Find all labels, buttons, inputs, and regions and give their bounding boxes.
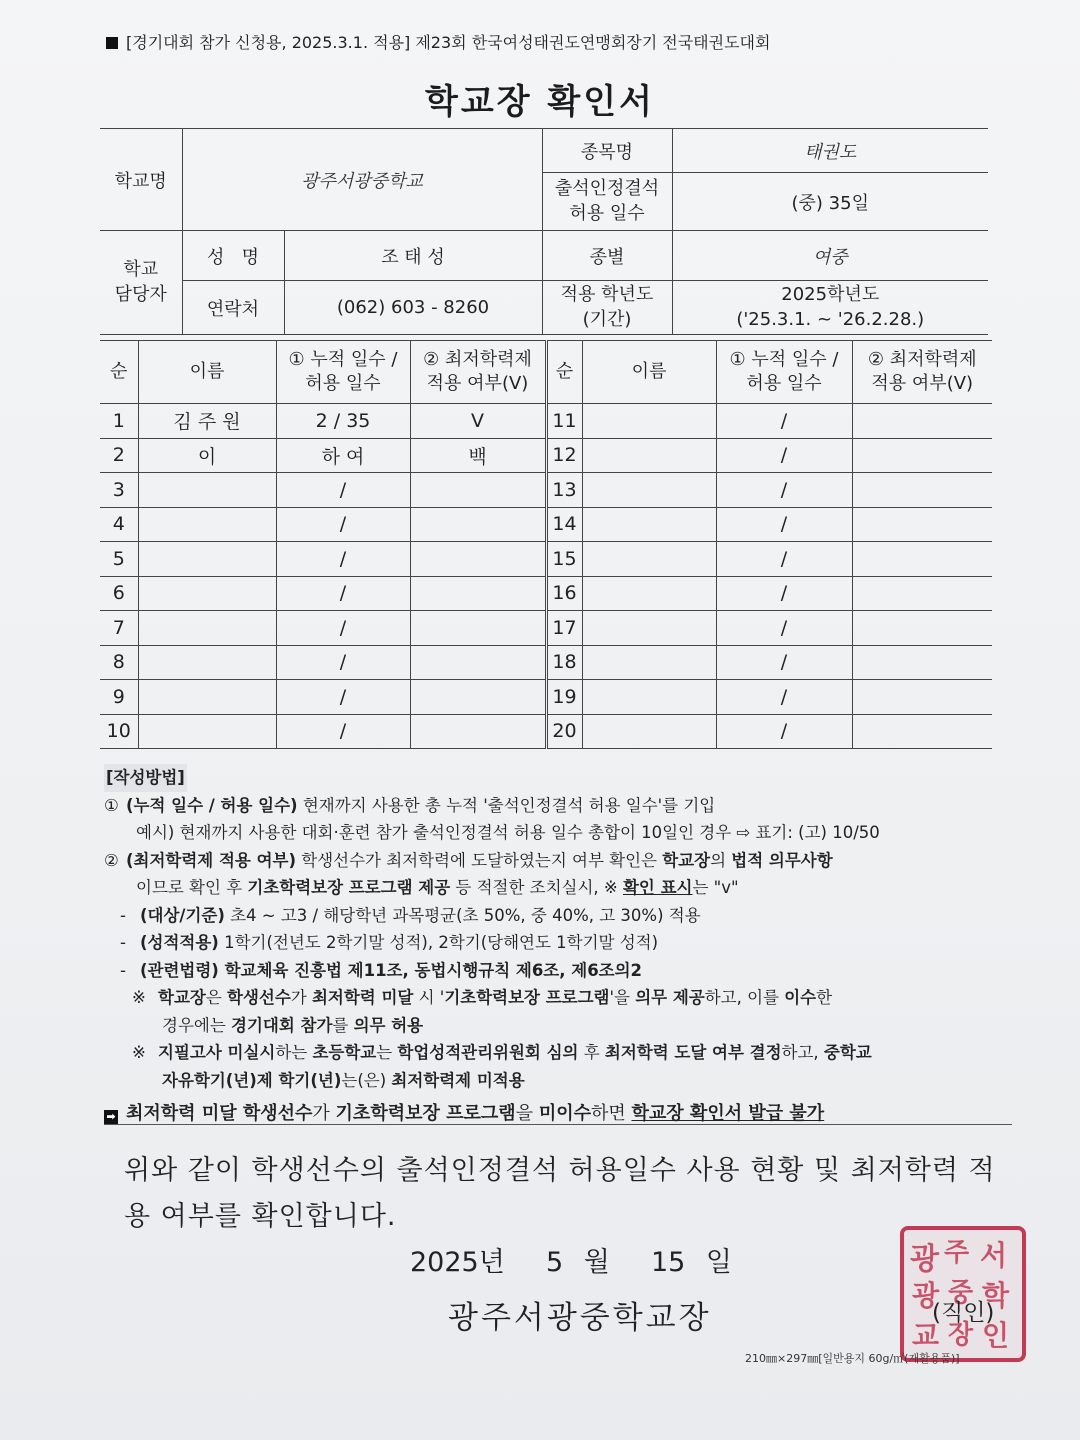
col-header-days-line1: ① 누적 일수 /	[729, 348, 839, 370]
cumulative-days: 하 여	[276, 438, 410, 473]
cumulative-days: /	[276, 611, 410, 646]
student-name	[582, 611, 716, 646]
row-number: 2	[100, 438, 138, 473]
year-value-line2: ('25.3.1. ~ '26.2.28.)	[736, 308, 925, 330]
row-number: 14	[546, 507, 582, 542]
col-header-name: 이름	[138, 341, 276, 404]
row-number: 12	[546, 438, 582, 473]
detail-grades-text: 1학기(전년도 2학기말 성적), 2학기(당해연도 1학기말 성적)	[218, 933, 659, 952]
student-name	[138, 680, 276, 715]
student-name	[138, 576, 276, 611]
min-standard-check	[852, 576, 992, 611]
name-label: 성 명	[182, 231, 284, 281]
remark-1-n: 경기대회 참가	[231, 1015, 333, 1035]
detail-target-bold: (대상/기준)	[140, 905, 225, 925]
year-value	[672, 281, 988, 335]
seal-label: (직인)	[932, 1300, 995, 1326]
detail-target-text: 초4 ~ 고3 / 해당학년 과목평균(초 50%, 중 40%, 고 30%) 적용	[224, 905, 701, 925]
remark-2-line2	[104, 1067, 1014, 1095]
student-name	[582, 438, 716, 473]
category-label: 종별	[542, 231, 672, 281]
remark-1-h: '을	[609, 988, 636, 1007]
cumulative-days: /	[276, 680, 410, 715]
instruction-2-bold: (최저학력제 적용 여부)	[126, 850, 297, 870]
school-label: 학교명	[100, 129, 182, 231]
table-row	[100, 473, 992, 508]
bottom-g: 학교장 확인서 발급 불가	[631, 1103, 825, 1124]
detail-grades-bold: (성적적용)	[140, 933, 219, 952]
remark-1-j: 하고, 이를	[704, 988, 785, 1007]
instruction-2-line2-d: 는 "v"	[692, 878, 739, 897]
instruction-1-text: 현재까지 사용한 총 누적 '출석인정결석 허용 일수'를 기입	[297, 795, 716, 815]
col-header-days	[276, 341, 410, 404]
cumulative-days: /	[716, 473, 852, 508]
instruction-1-example: 예시) 현재까지 사용한 대회·훈련 참가 출석인정결석 허용 일수 총합이 10일인 경우 ⇨ 표기: (고) 10/50	[136, 823, 880, 842]
min-standard-check: 백	[410, 438, 546, 473]
remark-1-o: 를	[332, 1015, 354, 1035]
col-header-no: 순	[100, 341, 138, 404]
manager-label-line1: 학교	[123, 259, 159, 281]
remark-1-b: 은	[205, 988, 228, 1007]
min-standard-check	[410, 473, 546, 508]
row-number: 5	[100, 542, 138, 577]
min-standard-check: V	[410, 404, 546, 439]
row-number: 17	[546, 611, 582, 646]
row-number: 7	[100, 611, 138, 646]
cumulative-days: /	[716, 404, 852, 439]
absence-label-line1: 출석인정결석	[554, 178, 660, 200]
table-row	[100, 404, 992, 439]
table-row	[100, 645, 992, 680]
instruction-1-bold: (누적 일수 / 허용 일수)	[126, 795, 298, 815]
row-number: 16	[546, 576, 582, 611]
divider-line	[104, 1124, 1012, 1125]
cumulative-days: /	[276, 473, 410, 508]
col-header-days-line1: ① 누적 일수 /	[288, 348, 398, 370]
col-header-name: 이름	[582, 341, 716, 404]
absence-label-line2: 허용 일수	[569, 202, 645, 224]
student-name	[582, 645, 716, 680]
col-header-min-line2: 적용 여부(V)	[871, 373, 974, 394]
remark-2-e: 학업성적관리위원회 심의	[397, 1043, 579, 1062]
remark-1-k: 이수	[784, 988, 817, 1007]
instruction-2-bold3: 법적 의무사항	[731, 850, 833, 870]
instruction-2-bold2: 학교장	[662, 850, 711, 870]
col-header-min-line1: ② 최저학력제	[867, 348, 977, 370]
student-name	[582, 542, 716, 577]
table-row	[100, 542, 992, 577]
col-header-min	[852, 341, 992, 404]
cumulative-days: /	[716, 680, 852, 715]
cumulative-days: /	[716, 507, 852, 542]
event-value: 태권도	[672, 129, 988, 173]
remark-1-c: 학생선수	[227, 988, 291, 1007]
instruction-2-line2-a: 이므로 확인 후	[136, 878, 248, 897]
instruction-2	[104, 847, 1014, 875]
manager-label-line2: 담당자	[114, 283, 167, 305]
roster-header-row	[100, 341, 992, 404]
instruction-2-line2-b: 기초학력보장 프로그램 제공	[247, 878, 451, 897]
student-name	[138, 645, 276, 680]
row-number: 20	[546, 714, 582, 749]
cumulative-days: /	[716, 438, 852, 473]
year-label-line2: (기간)	[582, 308, 632, 330]
manager-label	[100, 231, 182, 335]
student-roster-table	[100, 340, 992, 749]
cumulative-days: /	[276, 714, 410, 749]
year-value-line1: 2025학년도	[781, 284, 880, 306]
bottom-f: 하면	[591, 1103, 632, 1124]
bottom-a: 최저학력 미달 학생선수	[126, 1103, 313, 1124]
row-number: 13	[546, 473, 582, 508]
remark-2-g: 최저학력 도달 여부 결정	[604, 1043, 782, 1062]
header-notice	[106, 30, 770, 53]
table-row	[100, 611, 992, 646]
student-name	[138, 714, 276, 749]
instruction-2-line2-c: 등 적절한 조치실시, ※	[450, 878, 623, 897]
row-number: 4	[100, 507, 138, 542]
contact-label: 연락처	[182, 281, 284, 335]
student-name	[138, 542, 276, 577]
row-number: 1	[100, 404, 138, 439]
min-standard-check	[852, 714, 992, 749]
student-name	[582, 576, 716, 611]
min-standard-check	[852, 473, 992, 508]
cumulative-days: /	[276, 542, 410, 577]
table-row	[100, 507, 992, 542]
contact-value: (062) 603 - 8260	[284, 281, 542, 335]
detail-law: - (관련법령) 학교체육 진흥법 제11조, 동법시행규칙 제6조, 제6조의2	[120, 960, 643, 980]
min-standard-check	[410, 611, 546, 646]
detail-law-bold: (관련법령)	[140, 960, 219, 980]
paper-spec: 210㎜×297㎜[일반용지 60g/㎡(재활용품)]	[745, 1352, 960, 1365]
row-number: 19	[546, 680, 582, 715]
cumulative-days: /	[716, 611, 852, 646]
min-standard-check	[410, 507, 546, 542]
table-row	[100, 576, 992, 611]
cumulative-days: /	[716, 714, 852, 749]
cumulative-days: /	[276, 576, 410, 611]
remark-1-m: 경우에는	[162, 1015, 232, 1035]
header-notice-text: [경기대회 참가 신청용, 2025.3.1. 적용] 제23회 한국여성태권도연맹회장기 전국태권도대회	[126, 33, 771, 52]
detail-law-text: 학교체육 진흥법 제11조, 동법시행규칙 제6조, 제6조의2	[218, 960, 643, 980]
table-row	[100, 680, 992, 715]
remark-1-f: 시 '	[413, 988, 445, 1007]
min-standard-check	[410, 714, 546, 749]
instruction-2-line2-u: 확인 표시	[622, 878, 693, 897]
student-name: 이	[138, 438, 276, 473]
student-name	[582, 507, 716, 542]
confirmation-text: 위와 같이 학생선수의 출석인정결석 허용일수 사용 현황 및 최저학력 적용 여부를 확인합니다.	[124, 1155, 996, 1232]
category-value: 여중	[672, 231, 988, 281]
circled-one: ①	[104, 795, 119, 815]
min-standard-check	[852, 611, 992, 646]
remark-2-h: 하고,	[781, 1043, 824, 1062]
remark-1: ※ 학교장은 학생선수가 최저학력 미달 시 '기초학력보장 프로그램'을 의무 제공하고, 이를 이수한	[132, 988, 833, 1007]
min-standard-check	[410, 542, 546, 577]
student-name: 김 주 원	[138, 404, 276, 439]
bottom-c: 기초학력보장 프로그램	[335, 1103, 516, 1124]
remark-2-l: 최저학력제 미적용	[391, 1070, 525, 1090]
remark-1-g: 기초학력보장 프로그램	[444, 988, 610, 1007]
min-standard-check	[852, 645, 992, 680]
min-standard-check	[852, 404, 992, 439]
col-header-days	[716, 341, 852, 404]
arrow-box-icon: ➡	[104, 1110, 118, 1124]
bottom-e: 미이수	[538, 1103, 591, 1124]
remark-1-line2	[104, 1012, 1014, 1040]
remark-2-k: 는(은)	[341, 1070, 392, 1090]
official-seal: 광 주 서 광 중 학 교 장 인	[900, 1226, 1026, 1362]
row-number: 9	[100, 680, 138, 715]
instruction-2-text2: 의	[710, 850, 732, 870]
student-name	[582, 473, 716, 508]
col-header-days-line2: 허용 일수	[746, 373, 822, 394]
remark-1-d: 가	[290, 988, 312, 1007]
min-standard-check	[410, 680, 546, 715]
table-row	[100, 438, 992, 473]
student-name	[138, 611, 276, 646]
col-header-min-line2: 적용 여부(V)	[426, 373, 529, 394]
remark-1-a: 학교장	[158, 988, 206, 1007]
remark-2-c: 초등학교	[312, 1043, 377, 1062]
year-label-line1: 적용 학년도	[560, 284, 654, 306]
min-standard-check	[852, 507, 992, 542]
instruction-2-text: 학생선수가 최저학력에 도달하였는지 여부 확인은	[296, 850, 663, 870]
col-header-min-line1: ② 최저학력제	[423, 348, 532, 370]
remark-1-l: 한	[816, 988, 833, 1007]
page-title: 학교장 확인서	[425, 82, 655, 122]
remark-2-j: 자유학기(년)제 학기(년)	[162, 1070, 342, 1090]
row-number: 8	[100, 645, 138, 680]
row-number: 15	[546, 542, 582, 577]
min-standard-check	[852, 438, 992, 473]
instructions-heading: [작성방법]	[104, 764, 187, 792]
square-bullet-icon	[106, 37, 118, 49]
row-number: 18	[546, 645, 582, 680]
remark-1-p: 의무 허용	[353, 1015, 424, 1035]
min-standard-check	[410, 645, 546, 680]
cumulative-days: /	[716, 542, 852, 577]
instruction-1	[104, 792, 1014, 820]
row-number: 6	[100, 576, 138, 611]
instructions-section	[104, 764, 1014, 1128]
absence-label	[542, 173, 672, 231]
detail-grades: - (성적적용) 1학기(전년도 2학기말 성적), 2학기(당해연도 1학기말 성적)	[120, 933, 659, 952]
student-name	[582, 404, 716, 439]
remark-1-e: 최저학력 미달	[311, 988, 414, 1007]
principal-name: 광주서광중학교장	[448, 1300, 712, 1336]
student-name	[138, 473, 276, 508]
row-number: 3	[100, 473, 138, 508]
min-standard-check	[852, 542, 992, 577]
remark-2-d: 는	[376, 1043, 398, 1062]
cumulative-days: /	[716, 645, 852, 680]
cumulative-days: 2 / 35	[276, 404, 410, 439]
bottom-b: 가	[312, 1103, 336, 1124]
name-value: 조 태 성	[284, 231, 542, 281]
circled-two: ②	[104, 850, 119, 870]
absence-value: (중) 35일	[672, 173, 988, 231]
school-info-table	[100, 128, 988, 335]
remark-2-f: 후	[578, 1043, 605, 1062]
col-header-min	[410, 341, 546, 404]
remark-2-a: 지필고사 미실시	[158, 1043, 276, 1062]
col-header-no: 순	[546, 341, 582, 404]
student-name	[582, 714, 716, 749]
remark-2-b: 하는	[275, 1043, 313, 1062]
row-number: 11	[546, 404, 582, 439]
min-standard-check	[410, 576, 546, 611]
cumulative-days: /	[276, 507, 410, 542]
event-label: 종목명	[542, 129, 672, 173]
remark-2: ※ 지필고사 미실시하는 초등학교는 학업성적관리위원회 심의 후 최저학력 도달 여부 결정하고, 중학교	[132, 1043, 872, 1062]
table-row	[100, 714, 992, 749]
remark-1-i: 의무 제공	[635, 988, 705, 1007]
issue-date: 2025년 5 월 15 일	[410, 1247, 732, 1278]
cumulative-days: /	[716, 576, 852, 611]
year-label	[542, 281, 672, 335]
col-header-days-line2: 허용 일수	[305, 373, 381, 394]
bottom-d: 을	[515, 1103, 539, 1124]
remark-2-i: 중학교	[823, 1043, 872, 1062]
school-name: 광주서광중학교	[182, 129, 542, 231]
instruction-2-line2	[104, 874, 1014, 902]
detail-target: - (대상/기준) 초4 ~ 고3 / 해당학년 과목평균(초 50%, 중 40%, 고 30%) 적용	[120, 905, 701, 925]
min-standard-check	[852, 680, 992, 715]
student-name	[582, 680, 716, 715]
student-name	[138, 507, 276, 542]
row-number: 10	[100, 714, 138, 749]
cumulative-days: /	[276, 645, 410, 680]
